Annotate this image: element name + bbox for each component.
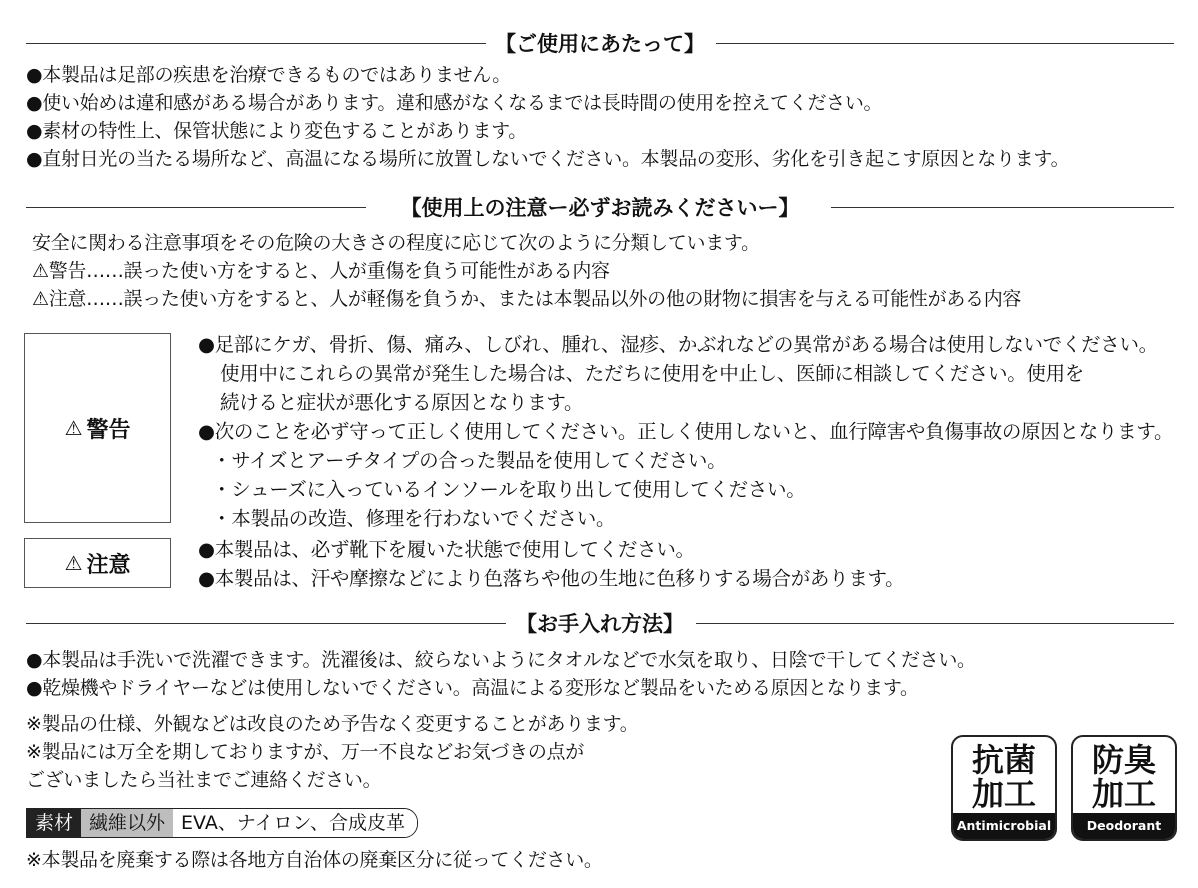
caution-line-1: ●本製品は、必ず靴下を履いた状態で使用してください。 (198, 538, 695, 561)
antimicrobial-badge-line2: 加工 (971, 775, 1036, 813)
usage-heading (26, 29, 1174, 59)
note-line-2: ※製品には万全を期しておりますが、万一不良などお気づきの点が (26, 741, 584, 763)
caution-icon: ⚠ (64, 551, 83, 575)
material-fiber-label: 繊維以外 (81, 809, 173, 837)
care-heading-text: 【お手入れ方法】 (510, 612, 690, 636)
warning-definition: ⚠警告……誤った使い方をすると、人が重傷を負う可能性がある内容 (32, 260, 610, 282)
usage-line-3: ●素材の特性上、保管状態により変色することがあります。 (26, 120, 527, 142)
deodorant-badge (1071, 735, 1177, 841)
material-label: 素材 (27, 809, 81, 837)
antimicrobial-badge (951, 735, 1057, 841)
caution-heading (26, 193, 1174, 223)
warning-line-3: 続けると症状が悪化する原因となります。 (220, 391, 584, 414)
warning-line-4: ●次のことを必ず守って正しく使用してください。正しく使用しないと、血行障害や負傷事故の原因となります。 (198, 420, 1174, 443)
usage-line-2: ●使い始めは違和感がある場合があります。違和感がなくなるまでは長時間の使用を控えてください。 (26, 92, 883, 114)
warning-line-7: ・本製品の改造、修理を行わないでください。 (212, 507, 616, 530)
warning-list (198, 330, 1173, 533)
deodorant-badge-line1: 防臭 (1091, 741, 1156, 779)
note-line-3: ございましたら当社までご連絡ください。 (26, 769, 382, 791)
warning-label: 警告 (86, 417, 131, 443)
material-info (26, 808, 418, 838)
warning-line-1: ●足部にケガ、骨折、傷、痛み、しびれ、腫れ、湿疹、かぶれなどの異常がある場合は使用しないでください。 (198, 333, 1158, 356)
caution-list (198, 535, 904, 593)
care-heading (26, 609, 1174, 639)
caution-heading-text: 【使用上の注意ー必ずお読みくださいー】 (395, 196, 806, 220)
deodorant-badge-sub: Deodorant (1073, 813, 1175, 839)
warning-icon: ⚠ (64, 416, 83, 440)
care-line-2: ●乾燥機やドライヤーなどは使用しないでください。高温による変形など製品をいためる原因となります。 (26, 677, 919, 699)
antimicrobial-badge-line1: 抗菌 (971, 741, 1036, 779)
caution-label-box (24, 538, 171, 588)
warning-line-2: 使用中にこれらの異常が発生した場合は、ただちに使用を中止し、医師に相談してください。使用を (220, 362, 1085, 385)
warning-label-box (24, 333, 171, 523)
material-value: EVA、ナイロン、合成皮革 (173, 809, 417, 837)
antimicrobial-badge-sub: Antimicrobial (953, 813, 1055, 839)
deodorant-badge-line2: 加工 (1091, 775, 1156, 813)
note-line-1: ※製品の仕様、外観などは改良のため予告なく変更することがあります。 (26, 713, 639, 735)
usage-heading-text: 【ご使用にあたって】 (489, 32, 711, 56)
warning-line-6: ・シューズに入っているインソールを取り出して使用してください。 (212, 478, 806, 501)
usage-line-1: ●本製品は足部の疾患を治療できるものではありません。 (26, 64, 511, 86)
caution-intro: 安全に関わる注意事項をその危険の大きさの程度に応じて次のように分類しています。 (32, 232, 760, 254)
warning-line-5: ・サイズとアーチタイプの合った製品を使用してください。 (212, 449, 727, 472)
usage-line-4: ●直射日光の当たる場所など、高温になる場所に放置しないでください。本製品の変形、劣化を引き起こす原因となります。 (26, 148, 1070, 170)
caution-line-2: ●本製品は、汗や摩擦などにより色落ちや他の生地に色移りする場合があります。 (198, 567, 905, 590)
care-line-1: ●本製品は手洗いで洗濯できます。洗濯後は、絞らないようにタオルなどで水気を取り、日陰で干してください。 (26, 649, 976, 671)
caution-definition: ⚠注意……誤った使い方をすると、人が軽傷を負うか、または本製品以外の他の財物に損害を与える可能性がある内容 (32, 288, 1022, 310)
disposal-note: ※本製品を廃棄する際は各地方自治体の廃棄区分に従ってください。 (26, 849, 603, 871)
caution-label: 注意 (86, 552, 131, 578)
